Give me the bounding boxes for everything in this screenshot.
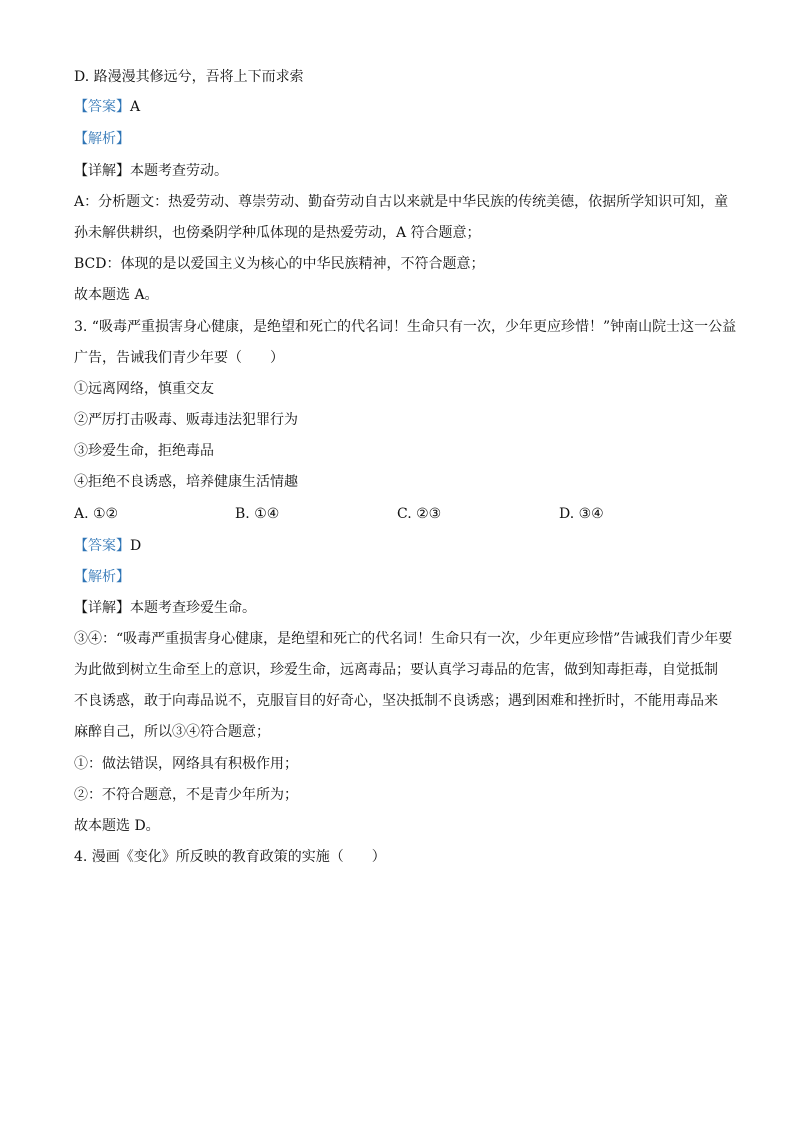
answer-tag: 【答案】	[74, 99, 130, 115]
question-stem: 广告，告诫我们青少年要（ ）	[74, 350, 284, 366]
choice-option-d: D. ③④	[559, 506, 604, 522]
explanation-line: ②：不符合题意，不是青少年所为；	[74, 787, 298, 803]
explanation-line: 孙未解供耕织，也傍桑阴学种瓜体现的是热爱劳动，A 符合题意；	[74, 225, 481, 241]
choice-option-b: B. ①④	[235, 506, 280, 522]
answer-value: A	[130, 99, 141, 115]
statement-item: ④拒绝不良诱惑，培养健康生活情趣	[74, 474, 298, 490]
explanation-line: 为此做到树立生命至上的意识，珍爱生命，远离毒品；要认真学习毒品的危害，做到知毒拒毒，自觉抵制	[74, 662, 718, 678]
answer-line	[74, 98, 140, 116]
statement-item: ①远离网络，慎重交友	[74, 381, 214, 397]
question-stem: 3. “吸毒严重损害身心健康，是绝望和死亡的代名词！生命只有一次，少年更应珍惜！”钟南山院士这一公益	[74, 319, 737, 335]
choice-option-c: C. ②③	[397, 506, 442, 522]
explanation-line: ③④：“吸毒严重损害身心健康，是绝望和死亡的代名词！生命只有一次，少年更应珍惜”告诫我们青少年要	[74, 631, 733, 647]
explanation-line: ①：做法错误，网络具有积极作用；	[74, 756, 298, 772]
choice-option-a: A. ①②	[74, 506, 119, 522]
analysis-tag: 【解析】	[74, 131, 130, 147]
detail-line: 【详解】本题考查劳动。	[74, 163, 228, 179]
statement-item: ③珍爱生命，拒绝毒品	[74, 443, 214, 459]
detail-line: 【详解】本题考查珍爱生命。	[74, 600, 256, 616]
conclusion-line: 故本题选 D。	[74, 818, 160, 834]
answer-value: D	[130, 538, 142, 554]
question-stem: 4. 漫画《变化》所反映的教育政策的实施（ ）	[74, 849, 386, 865]
option-d-text: D. 路漫漫其修远兮，吾将上下而求索	[74, 69, 304, 85]
conclusion-line: 故本题选 A。	[74, 287, 159, 303]
explanation-line: BCD：体现的是以爱国主义为核心的中华民族精神，不符合题意；	[74, 256, 485, 272]
explanation-line: 麻醉自己，所以③④符合题意；	[74, 724, 270, 740]
analysis-tag: 【解析】	[74, 569, 130, 585]
explanation-line: 不良诱惑，敢于向毒品说不，克服盲目的好奇心，坚决抵制不良诱惑；遇到困难和挫折时，不能用毒品来	[74, 693, 718, 709]
answer-line	[74, 537, 141, 555]
explanation-line: A：分析题文：热爱劳动、尊崇劳动、勤奋劳动自古以来就是中华民族的传统美德，依据所学知识可知，童	[74, 194, 729, 210]
answer-tag: 【答案】	[74, 538, 130, 554]
statement-item: ②严厉打击吸毒、贩毒违法犯罪行为	[74, 412, 298, 428]
